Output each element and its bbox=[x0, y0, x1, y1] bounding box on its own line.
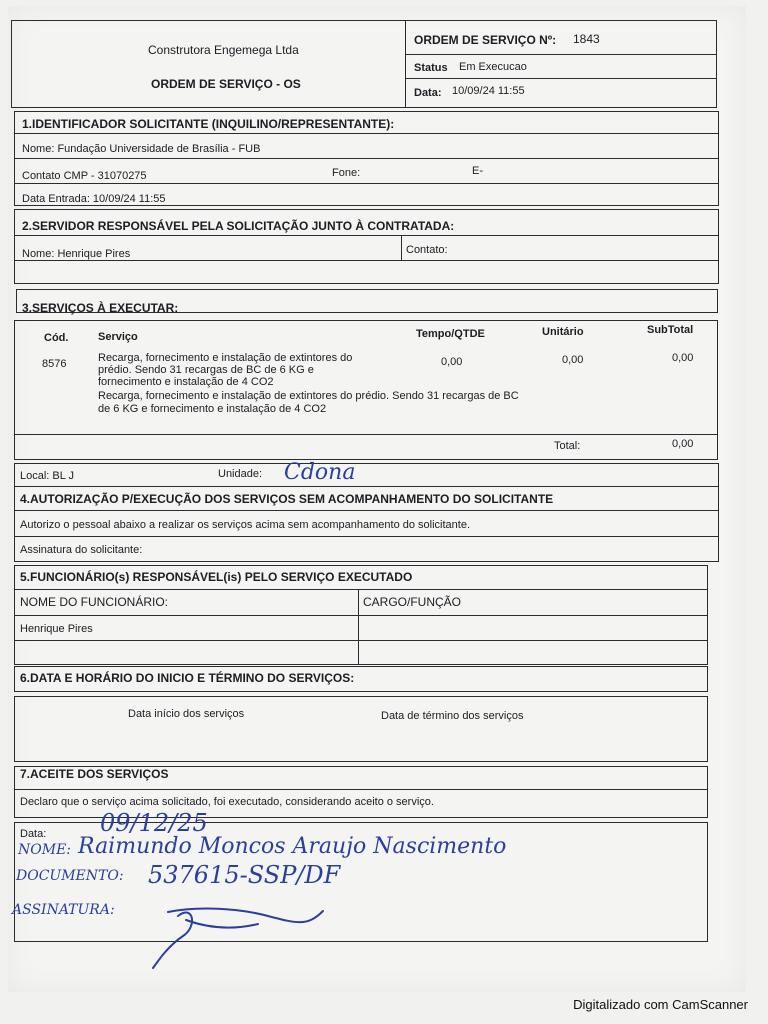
header-box bbox=[11, 20, 717, 108]
column-subtotal: SubTotal bbox=[647, 324, 694, 336]
unit-label: Unidade: bbox=[218, 468, 263, 480]
document-sheet bbox=[8, 6, 746, 992]
column-unit: Unitário bbox=[542, 326, 584, 338]
employee-role-header: CARGO/FUNÇÃO bbox=[363, 595, 462, 609]
handwritten-document-label: DOCUMENTO: bbox=[16, 868, 124, 884]
unit-handwritten: Cdona bbox=[284, 460, 356, 485]
service-qty: 0,00 bbox=[441, 356, 463, 368]
email-label: E- bbox=[472, 165, 483, 177]
phone-label: Fone: bbox=[332, 167, 361, 179]
handwritten-nome-label: NOME: bbox=[18, 842, 71, 858]
scanner-watermark: Digitalizado com CamScanner bbox=[573, 997, 748, 1012]
end-date-label: Data de término dos serviços bbox=[381, 710, 524, 722]
total-label: Total: bbox=[554, 440, 581, 452]
section-6-body bbox=[14, 696, 708, 762]
responsible-contact-label: Contato: bbox=[406, 244, 448, 256]
section-2-title: 2.SERVIDOR RESPONSÁVEL PELA SOLICITAÇÃO JUNTO À CONTRATADA: bbox=[22, 219, 455, 233]
service-code: 8576 bbox=[42, 358, 67, 370]
status-label: Status bbox=[414, 62, 448, 74]
service-desc-line: de 6 KG e fornecimento e instalação de 4 CO2 bbox=[98, 403, 327, 415]
section-1-title: 1.IDENTIFICADOR SOLICITANTE (INQUILINO/REPRESENTANTE): bbox=[22, 117, 395, 131]
entry-date: Data Entrada: 10/09/24 11:55 bbox=[22, 193, 166, 205]
requester-signature-label: Assinatura do solicitante: bbox=[20, 544, 143, 556]
service-unit: 0,00 bbox=[562, 354, 584, 366]
total-value: 0,00 bbox=[672, 438, 694, 450]
section-7-title: 7.ACEITE DOS SERVIÇOS bbox=[20, 767, 169, 781]
signature-scribble bbox=[138, 886, 328, 976]
start-date-label: Data início dos serviços bbox=[128, 708, 245, 720]
column-code: Cód. bbox=[44, 332, 69, 344]
service-desc-line: Recarga, fornecimento e instalação de extintores do bbox=[98, 352, 353, 364]
employee-name: Henrique Pires bbox=[20, 623, 93, 635]
service-desc-line: fornecimento e instalação de 4 CO2 bbox=[98, 376, 274, 388]
requester-contact: Contato CMP - 31070275 bbox=[22, 170, 147, 182]
authorization-text: Autorizo o pessoal abaixo a realizar os serviços acima sem acompanhamento do solicitante. bbox=[20, 519, 471, 531]
section-3-title: 3.SERVIÇOS À EXECUTAR: bbox=[22, 301, 179, 315]
acceptance-date-label: Data: bbox=[20, 828, 47, 840]
date-value: 10/09/24 11:55 bbox=[452, 85, 525, 97]
os-number-label: ORDEM DE SERVIÇO Nº: bbox=[414, 33, 557, 47]
column-qty: Tempo/QTDE bbox=[416, 328, 485, 340]
handwritten-signature-label: ASSINATURA: bbox=[12, 902, 115, 918]
service-desc-line: prédio. Sendo 31 recargas de BC de 6 KG e bbox=[98, 364, 314, 376]
status-value: Em Execucao bbox=[459, 61, 527, 73]
service-desc-line: Recarga, fornecimento e instalação de extintores do prédio. Sendo 31 recargas de BC bbox=[98, 390, 519, 402]
date-label: Data: bbox=[414, 87, 442, 99]
employee-name-header: NOME DO FUNCIONÁRIO: bbox=[20, 595, 169, 609]
local: Local: BL J bbox=[20, 470, 75, 482]
service-subtotal: 0,00 bbox=[672, 352, 694, 364]
document-type: ORDEM DE SERVIÇO - OS bbox=[151, 77, 301, 91]
section-6-title: 6.DATA E HORÁRIO DO INICIO E TÉRMINO DO SERVIÇOS: bbox=[20, 671, 355, 685]
section-4-title: 4.AUTORIZAÇÃO P/EXECUÇÃO DOS SERVIÇOS SEM ACOMPANHAMENTO DO SOLICITANTE bbox=[20, 492, 554, 506]
requester-name: Nome: Fundação Universidade de Brasília - FUB bbox=[22, 143, 261, 155]
section-5-title: 5.FUNCIONÁRIO(s) RESPONSÁVEL(is) PELO SERVIÇO EXECUTADO bbox=[20, 570, 413, 584]
company-name: Construtora Engemega Ltda bbox=[148, 43, 299, 57]
handwritten-document: 537615-SSP/DF bbox=[148, 861, 341, 889]
handwritten-date: 09/12/25 bbox=[100, 809, 208, 837]
column-service: Serviço bbox=[98, 331, 138, 343]
location-box bbox=[14, 460, 719, 487]
responsible-name: Nome: Henrique Pires bbox=[22, 248, 131, 260]
os-number: 1843 bbox=[573, 32, 600, 46]
handwritten-name: Raimundo Moncos Araujo Nascimento bbox=[78, 834, 507, 859]
acceptance-text: Declaro que o serviço acima solicitado, foi executado, considerando aceito o serviço. bbox=[20, 796, 434, 808]
